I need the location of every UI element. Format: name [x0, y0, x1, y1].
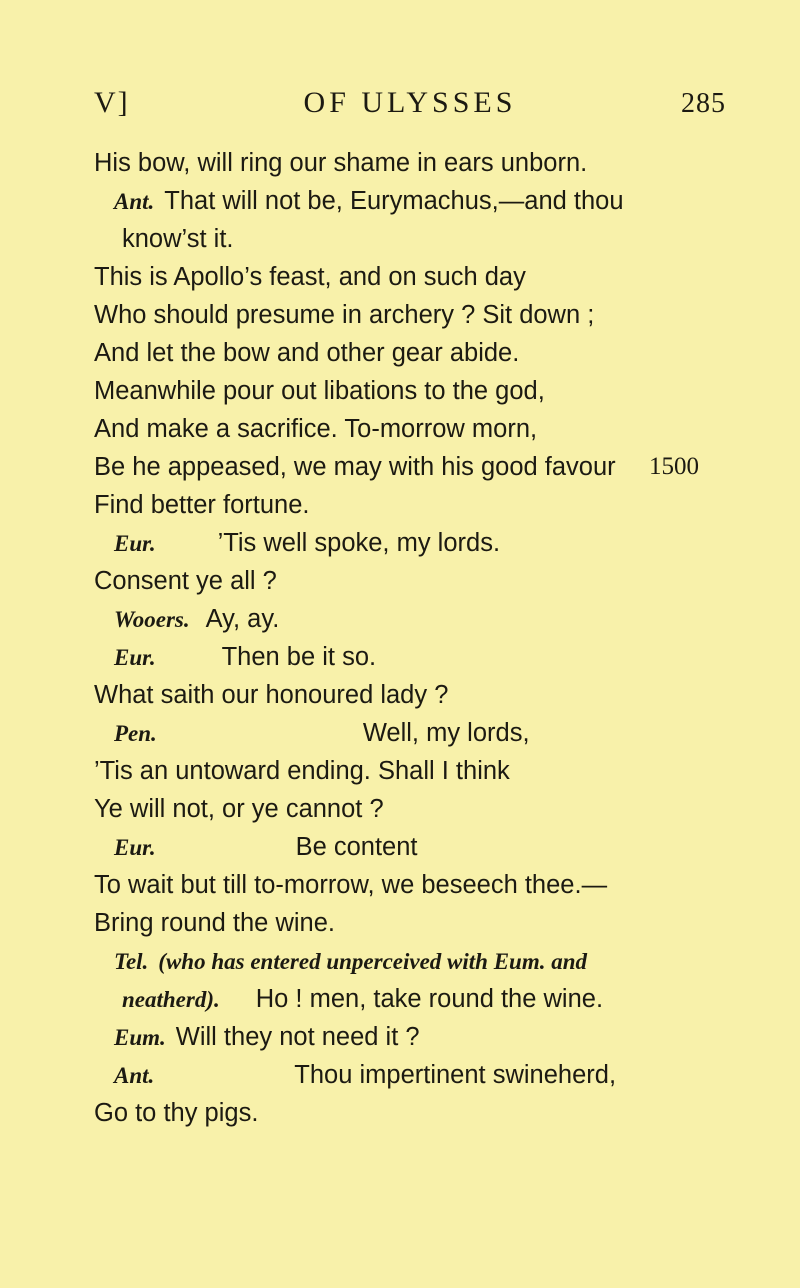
line-text: Find better fortune. [94, 491, 310, 519]
line-text: His bow, will ring our shame in ears unborn. [94, 149, 588, 177]
speaker-name: Ant. [114, 189, 155, 214]
line-text: Ye will not, or ye cannot ? [94, 795, 384, 823]
line-text: Well, my lords, [362, 719, 530, 747]
verse-line [94, 486, 309, 524]
line-text: Ho ! men, take round the wine. [255, 985, 604, 1013]
line-text: Ay, ay. [205, 605, 280, 633]
line-text: And make a sacrifice. To-morrow morn, [94, 415, 538, 443]
verse-line [94, 904, 335, 942]
verse-line [94, 334, 519, 372]
verse-line [114, 942, 587, 980]
verse-line [122, 220, 234, 258]
line-text: Be content [295, 833, 418, 861]
speaker-name: Pen. [114, 721, 157, 746]
line-text: Consent ye all ? [94, 567, 277, 595]
verse-line [94, 410, 537, 448]
verse-line [114, 638, 376, 676]
verse-line [114, 524, 500, 562]
verse-line [94, 676, 448, 714]
verse-line [94, 372, 545, 410]
speaker-name: Eur. [114, 835, 156, 860]
verse-line [122, 980, 603, 1018]
speaker-name: Eur. [114, 645, 156, 670]
line-text: This is Apollo’s feast, and on such day [94, 263, 526, 291]
verse-line [94, 562, 277, 600]
verse-line [94, 144, 587, 182]
line-text: Be he appeased, we may with his good favour [94, 453, 616, 481]
verse-line [94, 790, 384, 828]
line-text: ’Tis well spoke, my lords. [217, 529, 501, 557]
line-text: Then be it so. [221, 643, 377, 671]
stage-direction: neatherd). [122, 987, 220, 1012]
speaker-name: Tel. [114, 949, 149, 974]
line-number: 1500 [649, 453, 699, 480]
verse-line [114, 1018, 420, 1056]
running-title: OF ULYSSES [303, 86, 517, 119]
stage-direction: (who has entered unperceived with Eum. and [158, 949, 588, 974]
line-text: know’st it. [122, 225, 234, 253]
verse-line [94, 296, 594, 334]
verse-line [94, 752, 510, 790]
line-text: Will they not need it ? [175, 1023, 420, 1051]
page-number: 285 [681, 88, 726, 119]
speaker-name: Eur. [114, 531, 156, 556]
running-header [94, 86, 726, 130]
line-text: Meanwhile pour out libations to the god, [94, 377, 545, 405]
line-text: Thou impertinent swineherd, [294, 1061, 617, 1089]
line-text: To wait but till to-morrow, we beseech thee.— [94, 871, 608, 899]
speaker-name: Wooers. [114, 607, 190, 632]
line-text: That will not be, Eurymachus,—and thou [164, 187, 624, 215]
line-text: Go to thy pigs. [94, 1099, 259, 1127]
speaker-name: Eum. [114, 1025, 166, 1050]
speaker-name: Ant. [114, 1063, 155, 1088]
verse-line [114, 714, 530, 752]
verse-line [114, 1056, 616, 1094]
verse-line [94, 258, 526, 296]
verse-line [114, 600, 279, 638]
verse-line [94, 866, 607, 904]
chapter-number: V] [94, 86, 130, 119]
line-text: Bring round the wine. [94, 909, 335, 937]
line-text: Who should presume in archery ? Sit down ; [94, 301, 595, 329]
line-text: What saith our honoured lady ? [94, 681, 449, 709]
verse-line [94, 1094, 258, 1132]
verse-line [114, 182, 624, 220]
verse-line [94, 448, 616, 486]
line-text: And let the bow and other gear abide. [94, 339, 520, 367]
verse-line [114, 828, 418, 866]
line-text: ’Tis an untoward ending. Shall I think [94, 757, 510, 785]
